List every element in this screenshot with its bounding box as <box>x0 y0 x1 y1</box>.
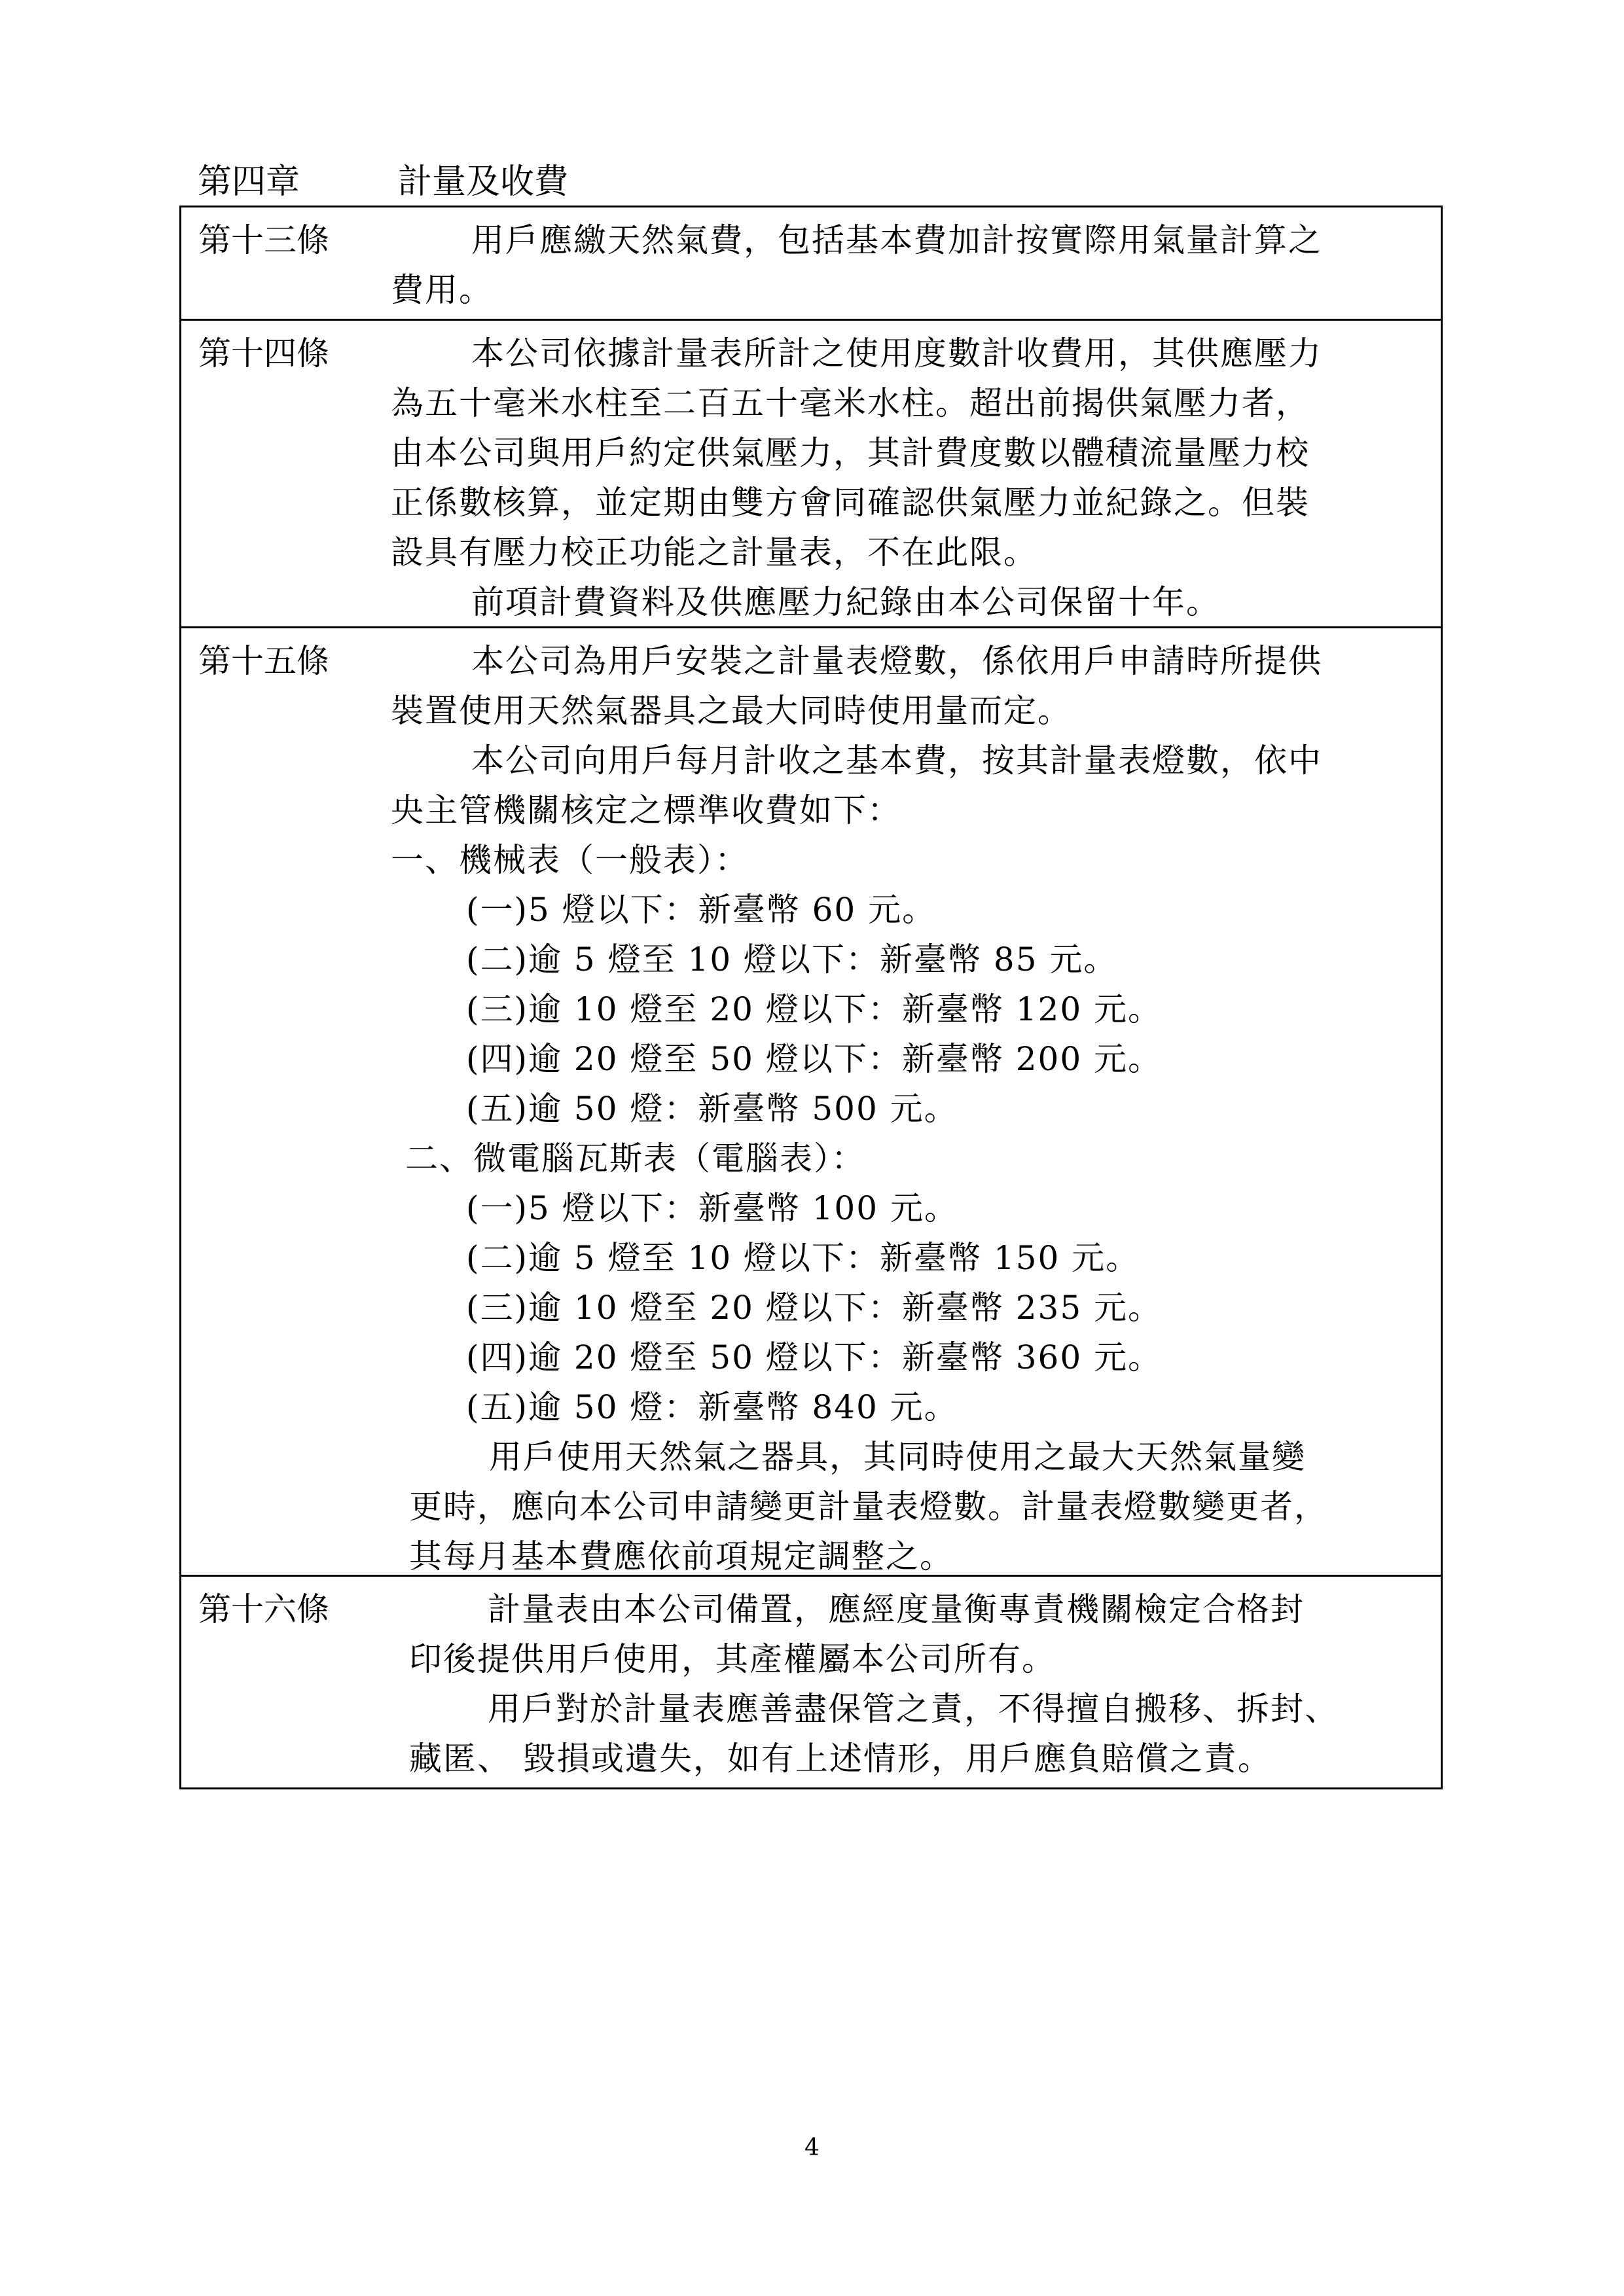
articles-table <box>179 206 1443 1789</box>
article-label: 第十四條 <box>198 334 329 372</box>
article-text-line: 更時，應向本公司申請變更計量表燈數。計量表燈數變更者， <box>409 1488 1328 1526</box>
article-row-14 <box>181 321 1441 628</box>
article-text-line: 前項計費資料及供應壓力紀錄由本公司保留十年。 <box>471 583 1220 621</box>
article-text-line: 本公司向用戶每月計收之基本費，按其計量表燈數，依中 <box>471 742 1322 780</box>
article-text-line: 印後提供用戶使用，其產權屬本公司所有。 <box>409 1640 1056 1678</box>
article-text-line: 一、機械表（一般表）： <box>391 841 749 879</box>
article-text-line: 用戶對於計量表應善盡保管之責，不得擅自搬移、拆封、 <box>488 1690 1339 1728</box>
article-row-15 <box>181 628 1441 1577</box>
article-text-line: 計量表由本公司備置，應經度量衡專責機關檢定合格封 <box>488 1590 1305 1628</box>
article-text-line: (四)逾 20 燈至 50 燈以下：新臺幣 200 元。 <box>466 1040 1163 1078</box>
article-label: 第十六條 <box>198 1590 329 1628</box>
article-text-line: 本公司為用戶安裝之計量表燈數，係依用戶申請時所提供 <box>471 642 1322 680</box>
article-text-line: 用戶使用天然氣之器具，其同時使用之最大天然氣量變 <box>489 1438 1306 1476</box>
article-label: 第十三條 <box>198 221 329 259</box>
chapter-heading <box>198 157 568 207</box>
article-text-line: 設具有壓力校正功能之計量表，不在此限。 <box>391 533 1038 571</box>
article-text-line: (四)逾 20 燈至 50 燈以下：新臺幣 360 元。 <box>466 1338 1163 1376</box>
article-text-line: 藏匿、 毀損或遺失，如有上述情形，用戶應負賠償之責。 <box>409 1740 1272 1778</box>
article-text-line: (一)5 燈以下：新臺幣 100 元。 <box>466 1189 958 1227</box>
article-text-line: (三)逾 10 燈至 20 燈以下：新臺幣 235 元。 <box>466 1289 1163 1327</box>
article-text-line: (二)逾 5 燈至 10 燈以下：新臺幣 150 元。 <box>466 1239 1140 1277</box>
article-text-line: (三)逾 10 燈至 20 燈以下：新臺幣 120 元。 <box>466 990 1163 1028</box>
article-text-line: 費用。 <box>391 271 493 309</box>
article-text-line: 用戶應繳天然氣費，包括基本費加計按實際用氣量計算之 <box>471 221 1322 259</box>
article-text-line: 二、微電腦瓦斯表（電腦表）： <box>405 1139 865 1177</box>
article-text-line: 本公司依據計量表所計之使用度數計收費用，其供應壓力 <box>471 334 1322 372</box>
article-text-line: 由本公司與用戶約定供氣壓力，其計費度數以體積流量壓力校 <box>391 434 1310 472</box>
article-text-line: (五)逾 50 燈：新臺幣 840 元。 <box>466 1388 958 1426</box>
article-text-line: 正係數核算，並定期由雙方會同確認供氣壓力並紀錄之。但裝 <box>391 484 1310 522</box>
article-text-line: 央主管機關核定之標準收費如下： <box>391 791 901 829</box>
article-text-line: (一)5 燈以下：新臺幣 60 元。 <box>466 891 937 929</box>
article-row-13 <box>181 207 1441 321</box>
article-text-line: (二)逾 5 燈至 10 燈以下：新臺幣 85 元。 <box>466 941 1118 978</box>
article-text-line: 其每月基本費應依前項規定調整之。 <box>409 1537 954 1575</box>
article-text-line: 裝置使用天然氣器具之最大同時使用量而定。 <box>391 692 1072 730</box>
page-number: 4 <box>804 2134 820 2161</box>
chapter-number: 第四章 <box>198 162 300 202</box>
chapter-title: 計量及收費 <box>398 162 569 202</box>
article-text-line: 為五十毫米水柱至二百五十毫米水柱。超出前揭供氣壓力者， <box>391 384 1310 422</box>
article-row-16 <box>181 1577 1441 1789</box>
article-label: 第十五條 <box>198 642 329 680</box>
article-text-line: (五)逾 50 燈：新臺幣 500 元。 <box>466 1090 958 1128</box>
